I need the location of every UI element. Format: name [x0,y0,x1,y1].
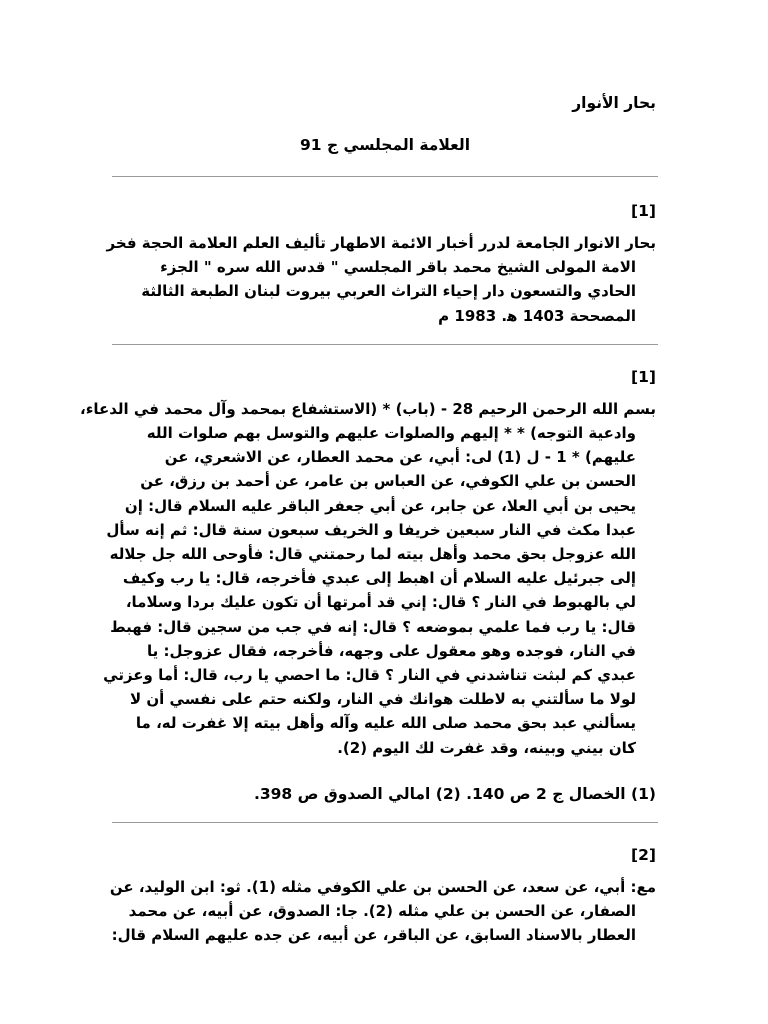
section-number: [1] [631,367,656,386]
book-title: بحار الأنوار [572,94,656,112]
paragraph-line: بسم الله الرحمن الرحيم 28 - (باب) * (الاستشفاع بمحمد وآل محمد في الدعاء، [80,399,656,418]
paragraph-line: يحيى بن أبي العلا، عن جابر، عن أبي جعفر الباقر عليه السلام قال: إن [124,496,636,515]
section-paragraph [109,875,656,948]
paragraph-line: عليهم) * 1 - ل (1) لى: أبي، عن محمد العطار، عن الاشعري، عن [164,448,636,467]
section-number: [2] [631,845,656,864]
paragraph-line: الحادي والتسعون دار إحياء التراث العربي بيروت لبنان الطبعة الثالثة [141,282,636,301]
paragraph-line: في النار، فوجده وهو معقول على وجهه، فأخرجه، فقال عزوجل: يا [147,641,636,660]
section-number: [1] [631,202,656,220]
paragraph-line: لي بالهبوط في النار ؟ قال: إني قد أمرتها أن تكون عليك بردا وسلاما، [125,593,636,612]
paragraph-line: عبدا مكث في النار سبعين خريفا و الخريف سبعون سنة قال: ثم إنه سأل [106,520,636,539]
paragraph-line: الصفار، عن الحسن بن علي مثله (2). جا: الصدوق، عن أبيه، عن محمد [128,902,636,921]
paragraph-line: الامة المولى الشيخ محمد باقر المجلسي " قدس الله سره " الجزء [160,258,636,277]
paragraph-line: إلى جبرئيل عليه السلام أن اهبط إلى عبدي فأخرجه، قال: يا رب وكيف [122,569,636,588]
footnote: (1) الخصال ج 2 ص 140. (2) امالي الصدوق ص 398. [253,784,656,803]
paragraph-line: وادعية التوجه) * * إليهم والصلوات عليهم والتوسل بهم صلوات الله [146,424,636,443]
paragraph-line: لولا ما سألتني به لاطلت هوانك في النار، ولكنه حتم على نفسي أن لا [129,690,636,709]
section-paragraph [106,231,656,328]
paragraph-line: مع: أبي، عن سعد، عن الحسن بن علي الكوفي مثله (1). ثو: ابن الوليد، عن [109,877,656,896]
paragraph-line: الله عزوجل بحق محمد وأهل بيته لما رحمتني قال: فأوحى الله جل جلاله [109,545,636,564]
author-volume-line: العلامة المجلسي ج 91 [299,136,471,154]
paragraph-line: المصححة 1403 ه‍. 1983 م [438,306,636,325]
paragraph-line: بحار الانوار الجامعة لدرر أخبار الائمة الاطهار تأليف العلم العلامة الحجة فخر [106,234,656,252]
paragraph-line: كان بيني وبينه، وقد غفرت لك اليوم (2). [337,738,636,757]
section-paragraph [80,397,656,760]
paragraph-line: عبدي كم لبثت تناشدني في النار ؟ قال: ما احصي يا رب، قال: أما وعزتي [103,666,636,685]
paragraph-line: الحسن بن علي الكوفي، عن العباس بن عامر، عن أحمد بن رزق، عن [140,472,636,491]
paragraph-line: يسألني عبد بحق محمد صلى الله عليه وآله وأهل بيته إلا غفرت له، ما [135,714,636,733]
paragraph-line: العطار بالاسناد السابق، عن الباقر، عن أبيه، عن جده عليهم السلام قال: [111,926,636,945]
paragraph-line: قال: يا رب فما علمي بموضعه ؟ قال: إنه في جب من سجين قال: فهبط [110,617,636,636]
